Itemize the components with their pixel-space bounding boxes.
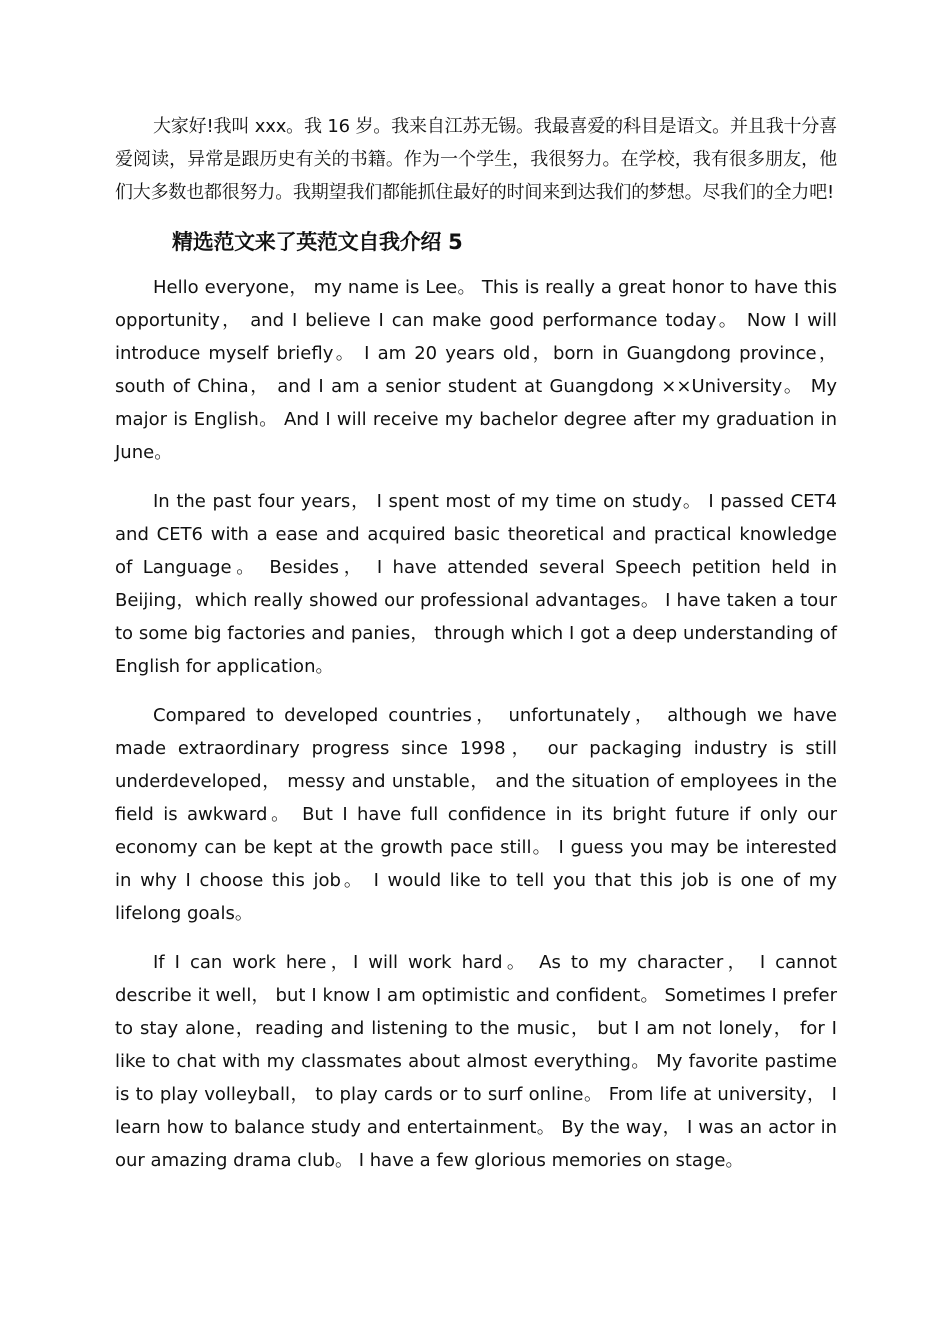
intro-paragraph: 大家好!我叫 xxx。我 16 岁。我来自江苏无锡。我最喜爱的科目是语文。并且我十分喜爱阅读，异常是跟历史有关的书籍。作为一个学生，我很努力。在学校，我有很多朋友，他们大多数也都很努力。我期望我们都能抓住最好的时间来到达我们的梦想。尽我们的全力吧! bbox=[115, 116, 837, 203]
paragraph-3: Compared to developed countries， unfortunately， although we have made extraordinary progress since 1998， our packaging industry is still underdeveloped， messy and unstable， and the situation of employees in the field is awkward。 But I have full confidence in its bright future if only our economy can be kept at the growth pace still。 I guess you may be interested in why I choose this job。 I would like to tell you that this job is one of my lifelong goals。 bbox=[115, 705, 837, 924]
paragraph-2: In the past four years， I spent most of my time on study。 I passed CET4 and CET6 with a ease and acquired basic theoretical and practical knowledge of Language。 Besides， I have attended several Speech petition held in Beijing，which really showed our professional advantages。 I have taken a tour to some big factories and panies， through which I got a deep understanding of English for application。 bbox=[115, 491, 837, 677]
document-page bbox=[115, 110, 837, 1193]
section-heading: 精选范文来了英范文自我介绍 5 bbox=[172, 230, 463, 254]
paragraph-4: If I can work here，I will work hard。 As to my character， I cannot describe it well， but I know I am optimistic and confident。 Sometimes I prefer to stay alone，reading and listening to the music， but I am not lonely， for I like to chat with my classmates about almost everything。 My favorite pastime is to play volleyball， to play cards or to surf online。 From life at university， I learn how to balance study and entertainment。 By the way， I was an actor in our amazing drama club。 I have a few glorious memories on stage。 bbox=[115, 952, 837, 1171]
paragraph-1: Hello everyone， my name is Lee。 This is really a great honor to have this opportunity， and I believe I can make good performance today。 Now I will introduce myself briefly。 I am 20 years old，born in Guangdong province， south of China， and I am a senior student at Guangdong ××University。 My major is English。 And I will receive my bachelor degree after my graduation in June。 bbox=[115, 277, 837, 463]
